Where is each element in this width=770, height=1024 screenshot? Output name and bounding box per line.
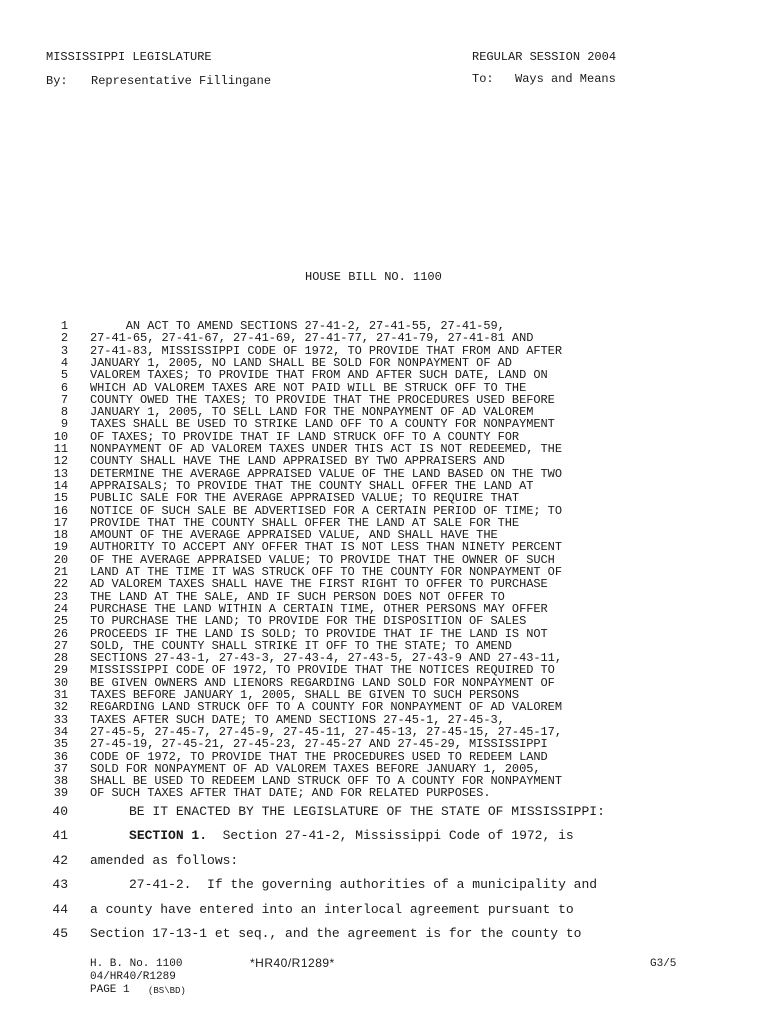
- act-line-text: VALOREM TAXES; TO PROVIDE THAT FROM AND AFTER SUCH DATE, LAND ON: [90, 368, 548, 383]
- line-number: 33: [53, 712, 68, 727]
- act-line-text: OF TAXES; TO PROVIDE THAT IF LAND STRUCK OFF TO A COUNTY FOR: [90, 429, 520, 444]
- indent: [90, 828, 129, 843]
- act-line-text: SOLD, THE COUNTY SHALL STRIKE IT OFF TO THE STATE; TO AMEND: [90, 638, 512, 653]
- act-line-text: OF THE AVERAGE APPRAISED VALUE; TO PROVIDE THAT THE OWNER OF SUCH: [90, 552, 555, 567]
- line-number: 4: [60, 355, 68, 370]
- act-line-text: 27-45-19, 27-45-21, 27-45-23, 27-45-27 AND 27-45-29, MISSISSIPPI: [90, 737, 548, 752]
- act-line-text: 27-41-65, 27-41-67, 27-41-69, 27-41-77, 27-41-79, 27-41-81 AND: [90, 331, 534, 346]
- body-line-text: 27-41-2. If the governing authorities of a municipality and: [90, 877, 598, 892]
- act-line-text: SHALL BE USED TO REDEEM LAND STRUCK OFF TO A COUNTY FOR NONPAYMENT: [90, 774, 562, 789]
- line-number: 41: [52, 828, 68, 843]
- line-number: 34: [53, 724, 68, 739]
- line-number: 1: [60, 319, 68, 333]
- line-number: 24: [53, 601, 68, 616]
- act-line-text: COUNTY OWED THE TAXES; TO PROVIDE THAT THE PROCEDURES USED BEFORE: [90, 392, 555, 407]
- footer-initials: (BS\BD): [148, 986, 186, 996]
- act-line-text: APPRAISALS; TO PROVIDE THAT THE COUNTY SHALL OFFER THE LAND AT: [90, 478, 534, 493]
- bill-title: HOUSE BILL NO. 1100: [305, 270, 442, 284]
- line-number: 16: [53, 503, 68, 518]
- line-number: 10: [53, 429, 68, 444]
- sponsor-name: Representative Fillingane: [91, 74, 272, 88]
- act-line-text: PURCHASE THE LAND WITHIN A CERTAIN TIME, OTHER PERSONS MAY OFFER: [90, 601, 548, 616]
- act-line-text: WHICH AD VALOREM TAXES ARE NOT PAID WILL BE STRUCK OFF TO THE: [90, 380, 527, 395]
- line-number: 31: [53, 688, 68, 702]
- act-line-text: JANUARY 1, 2005, TO SELL LAND FOR THE NONPAYMENT OF AD VALOREM: [90, 405, 534, 420]
- act-line-text: BE GIVEN OWNERS AND LIENORS REGARDING LAND SOLD FOR NONPAYMENT OF: [90, 675, 555, 690]
- body-line-text: BE IT ENACTED BY THE LEGISLATURE OF THE STATE OF MISSISSIPPI:: [90, 804, 605, 819]
- act-line-text: COUNTY SHALL HAVE THE LAND APPRAISED BY TWO APPRAISERS AND: [90, 454, 505, 469]
- line-number: 8: [60, 405, 68, 420]
- line-number: 19: [53, 540, 68, 555]
- line-number: 13: [53, 466, 68, 481]
- line-number: 17: [53, 515, 68, 530]
- body-line-text: Section 17-13-1 et seq., and the agreement is for the county to: [90, 926, 582, 941]
- session-name: REGULAR SESSION 2004: [472, 50, 617, 64]
- line-number: 25: [53, 614, 68, 629]
- line-number: 22: [53, 577, 68, 592]
- line-number: 2: [60, 331, 68, 346]
- line-number: 21: [53, 565, 68, 579]
- body-line-text: [90, 828, 574, 843]
- line-number: 26: [53, 626, 68, 641]
- act-line-text: NONPAYMENT OF AD VALOREM TAXES UNDER THIS ACT IS NOT REDEEMED, THE: [90, 442, 562, 456]
- act-line-text: PROCEEDS IF THE LAND IS SOLD; TO PROVIDE THAT IF THE LAND IS NOT: [90, 626, 548, 641]
- line-number: 14: [53, 478, 68, 493]
- act-line-text: AUTHORITY TO ACCEPT ANY OFFER THAT IS NOT LESS THAN NINETY PERCENT: [90, 540, 562, 555]
- line-number: 43: [52, 877, 68, 892]
- line-number: 37: [53, 761, 68, 776]
- act-line-text: PROVIDE THAT THE COUNTY SHALL OFFER THE LAND AT SALE FOR THE: [90, 515, 520, 530]
- line-number: 42: [52, 853, 68, 868]
- barcode-text: *HR40/R1289*: [250, 956, 335, 970]
- act-line-text: JANUARY 1, 2005, NO LAND SHALL BE SOLD FOR NONPAYMENT OF AD: [90, 355, 512, 370]
- footer-page-code: G3/5: [650, 958, 677, 970]
- act-line-text: AMOUNT OF THE AVERAGE APPRAISED VALUE, AND SHALL HAVE THE: [90, 528, 498, 543]
- line-number: 35: [53, 737, 68, 752]
- act-line-text: MISSISSIPPI CODE OF 1972, TO PROVIDE THAT THE NOTICES REQUIRED TO: [90, 663, 555, 678]
- line-number: 40: [52, 804, 68, 819]
- line-number: 7: [60, 392, 68, 407]
- line-number: 28: [53, 651, 68, 666]
- line-number: 3: [60, 343, 68, 358]
- footer-bill-number: H. B. No. 1100: [90, 958, 183, 970]
- footer-page-label: PAGE 1: [90, 984, 130, 996]
- line-number: 6: [60, 380, 68, 395]
- act-line-text: TO PURCHASE THE LAND; TO PROVIDE FOR THE DISPOSITION OF SALES: [90, 614, 527, 629]
- act-line-text: LAND AT THE TIME IT WAS STRUCK OFF TO THE COUNTY FOR NONPAYMENT OF: [90, 565, 562, 579]
- act-line-text: TAXES BEFORE JANUARY 1, 2005, SHALL BE GIVEN TO SUCH PERSONS: [90, 688, 520, 702]
- line-number: 32: [53, 700, 68, 715]
- committee-name: Ways and Means: [515, 72, 616, 86]
- line-number: 12: [53, 454, 68, 469]
- line-number: 29: [53, 663, 68, 678]
- body-line-text: a county have entered into an interlocal agreement pursuant to: [90, 902, 574, 917]
- line-number: 11: [53, 442, 68, 456]
- legislature-name: MISSISSIPPI LEGISLATURE: [46, 50, 212, 64]
- line-number: 15: [53, 491, 68, 506]
- act-line-text: REGARDING LAND STRUCK OFF TO A COUNTY FOR NONPAYMENT OF AD VALOREM: [90, 700, 562, 715]
- section-text: Section 27-41-2, Mississippi Code of 1972, is: [207, 828, 574, 843]
- line-number: 27: [53, 638, 68, 653]
- act-line-text: TAXES SHALL BE USED TO STRIKE LAND OFF TO A COUNTY FOR NONPAYMENT: [90, 417, 555, 432]
- act-line-text: SECTIONS 27-43-1, 27-43-3, 27-43-4, 27-43-5, 27-43-9 AND 27-43-11,: [90, 651, 562, 666]
- act-line-text: THE LAND AT THE SALE, AND IF SUCH PERSON DOES NOT OFFER TO: [90, 589, 505, 604]
- line-number: 39: [53, 786, 68, 801]
- footer-document-code: 04/HR40/R1289: [90, 971, 176, 983]
- line-number: 44: [52, 902, 68, 917]
- line-number: 18: [53, 528, 68, 543]
- act-line-text: SOLD FOR NONPAYMENT OF AD VALOREM TAXES BEFORE JANUARY 1, 2005,: [90, 761, 541, 776]
- by-label: By:: [46, 74, 68, 88]
- act-line-text: PUBLIC SALE FOR THE AVERAGE APPRAISED VALUE; TO REQUIRE THAT: [90, 491, 520, 506]
- to-label: To:: [472, 72, 494, 86]
- act-line-text: 27-41-83, MISSISSIPPI CODE OF 1972, TO PROVIDE THAT FROM AND AFTER: [90, 343, 562, 358]
- line-number: 23: [53, 589, 68, 604]
- line-number: 38: [53, 774, 68, 789]
- act-line-text: AD VALOREM TAXES SHALL HAVE THE FIRST RIGHT TO OFFER TO PURCHASE: [90, 577, 548, 592]
- act-line-text: NOTICE OF SUCH SALE BE ADVERTISED FOR A CERTAIN PERIOD OF TIME; TO: [90, 503, 562, 518]
- act-line-text: 27-45-5, 27-45-7, 27-45-9, 27-45-11, 27-45-13, 27-45-15, 27-45-17,: [90, 724, 562, 739]
- act-line-text: AN ACT TO AMEND SECTIONS 27-41-2, 27-41-55, 27-41-59,: [90, 319, 505, 333]
- line-number: 36: [53, 749, 68, 764]
- line-number: 9: [60, 417, 68, 432]
- line-number: 5: [60, 368, 68, 383]
- line-number: 45: [52, 926, 68, 941]
- act-line-text: DETERMINE THE AVERAGE APPRAISED VALUE OF THE LAND BASED ON THE TWO: [90, 466, 562, 481]
- act-line-text: TAXES AFTER SUCH DATE; TO AMEND SECTIONS 27-45-1, 27-45-3,: [90, 712, 505, 727]
- line-number: 20: [53, 552, 68, 567]
- body-line-text: amended as follows:: [90, 853, 239, 868]
- line-number: 30: [53, 675, 68, 690]
- section-heading: SECTION 1.: [129, 828, 208, 843]
- act-line-text: CODE OF 1972, TO PROVIDE THAT THE PROCEDURES USED TO REDEEM LAND: [90, 749, 548, 764]
- act-line-text: OF SUCH TAXES AFTER THAT DATE; AND FOR RELATED PURPOSES.: [90, 786, 491, 801]
